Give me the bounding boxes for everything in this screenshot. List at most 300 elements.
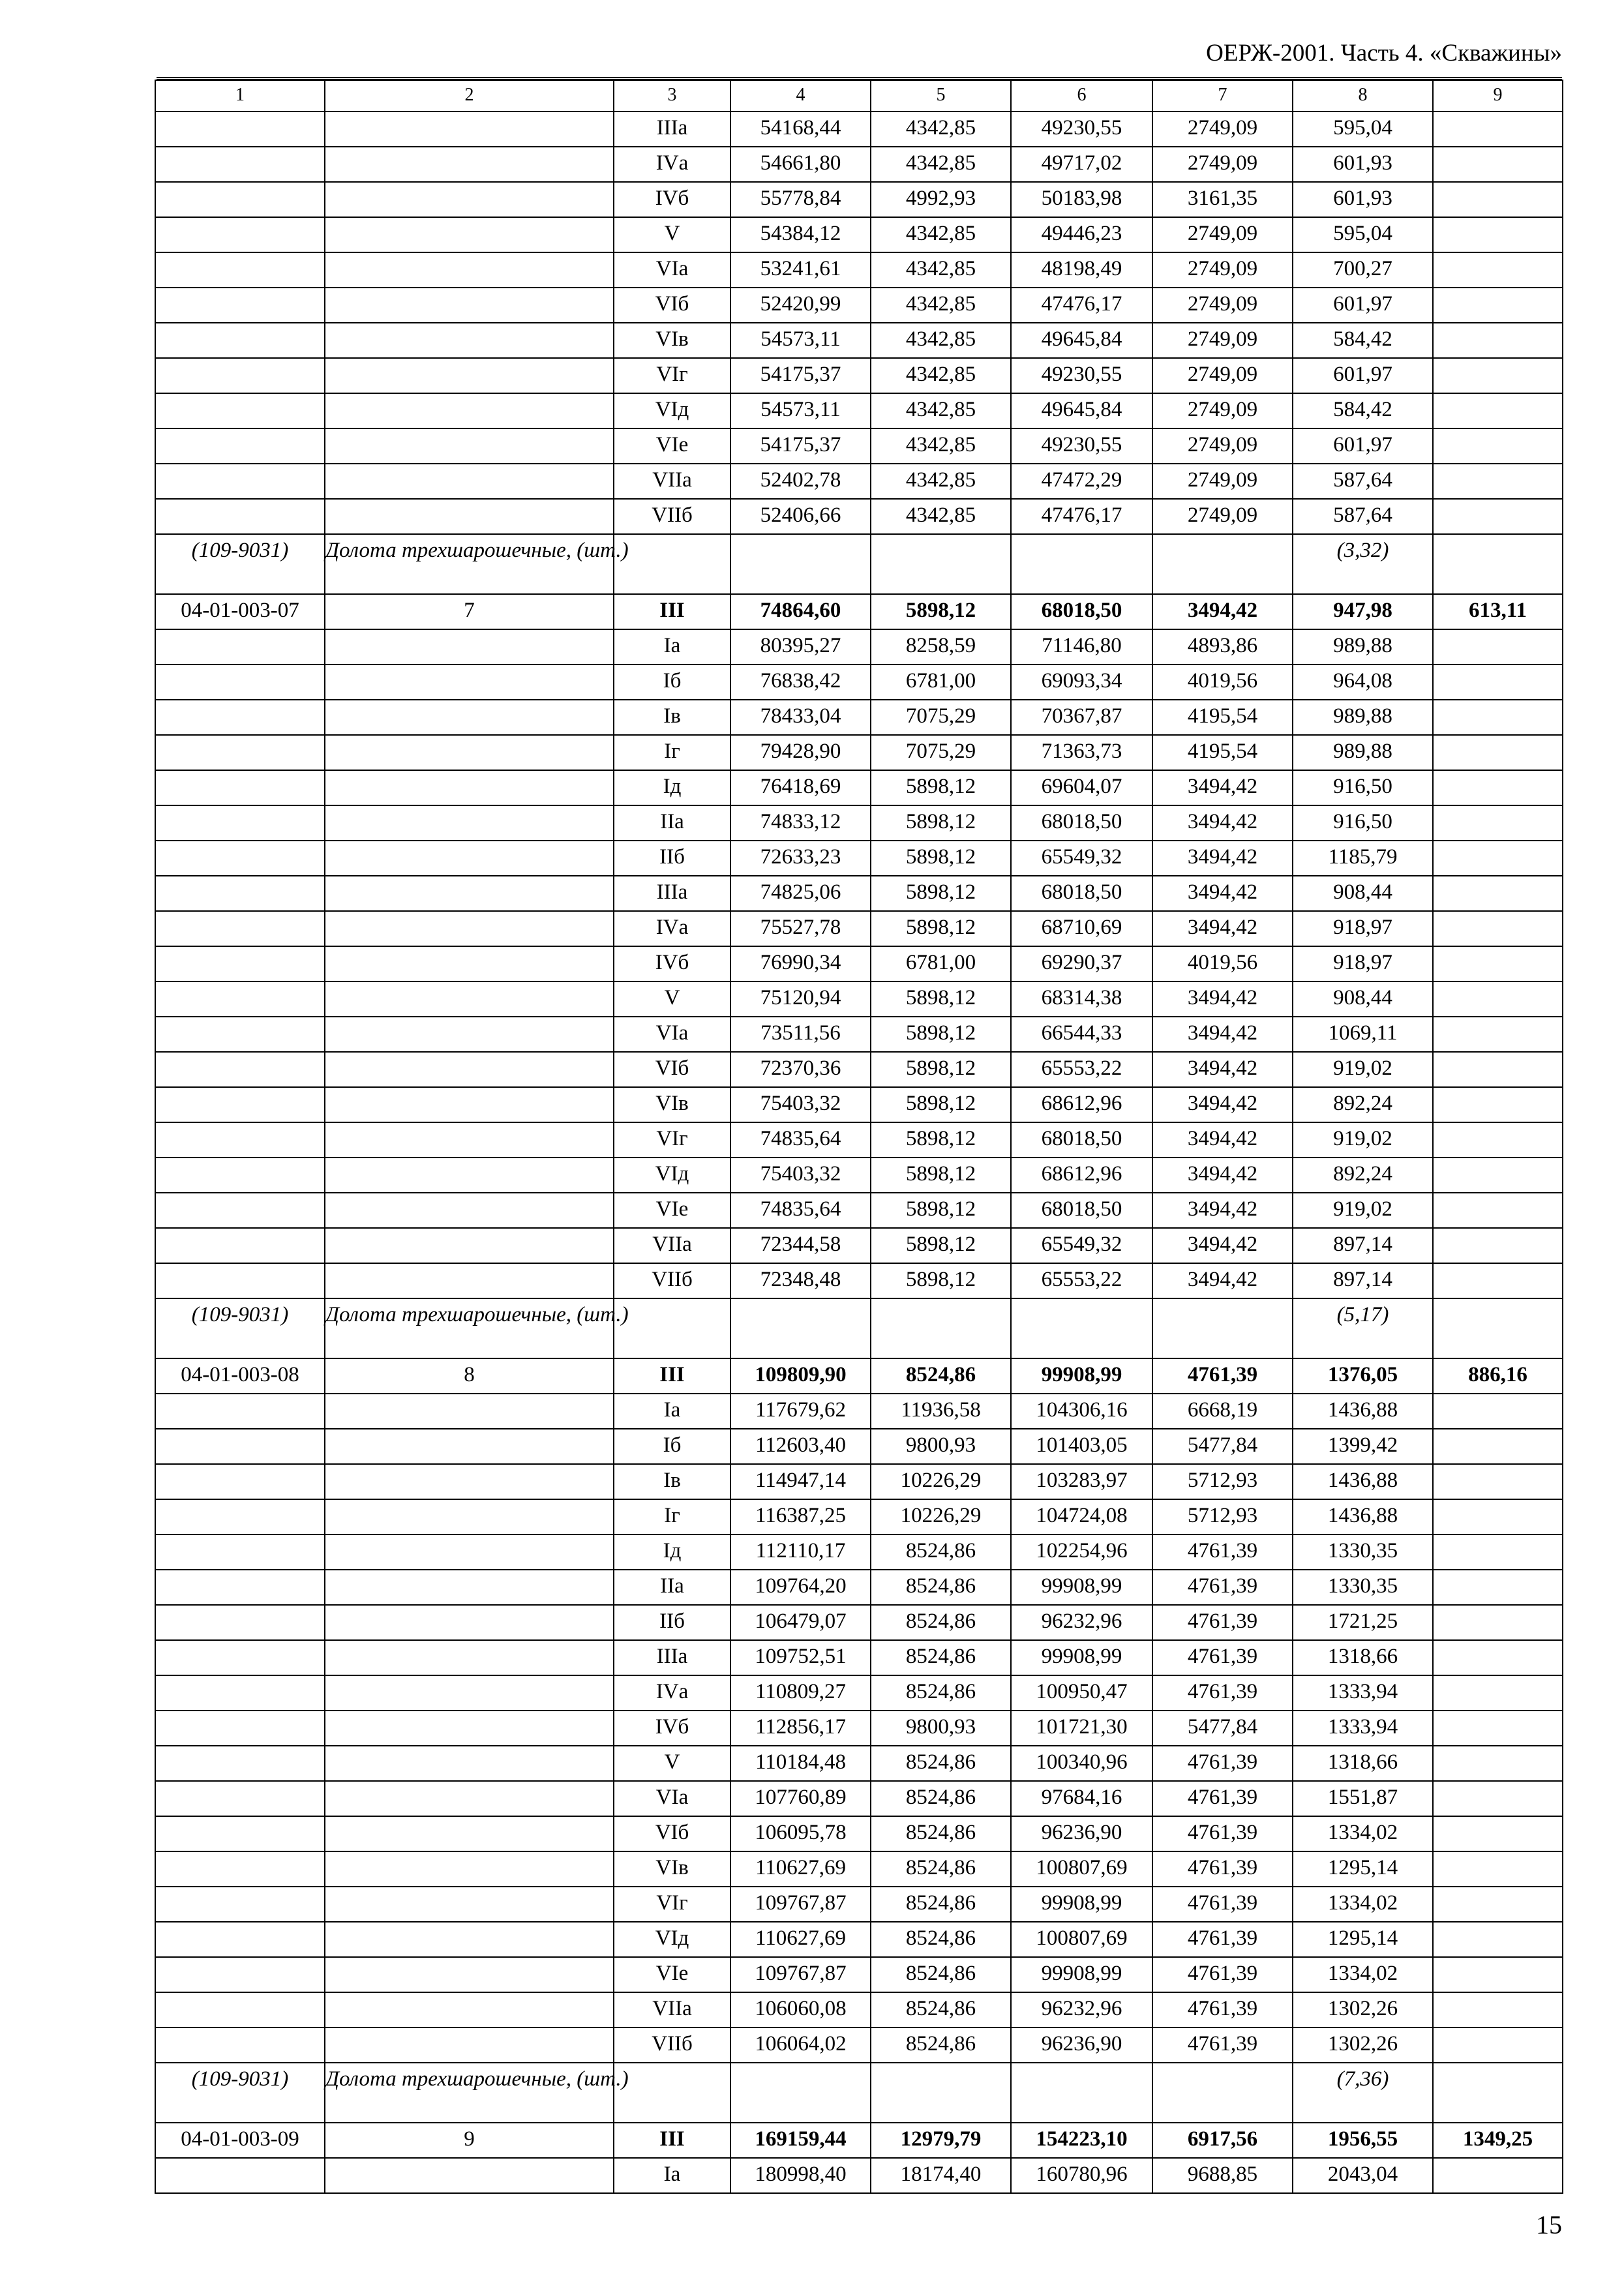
value-cell: 2749,09	[1152, 288, 1293, 323]
value-cell: 99908,99	[1011, 1640, 1152, 1675]
value-cell: 68710,69	[1011, 911, 1152, 946]
value-cell: 47476,17	[1011, 499, 1152, 534]
total-cell	[1433, 841, 1563, 876]
value-cell: 107760,89	[730, 1781, 871, 1816]
region-cell: VIб	[614, 1052, 730, 1087]
table-row	[155, 252, 1563, 288]
total-cell	[1433, 499, 1563, 534]
region-cell: Iд	[614, 1534, 730, 1570]
value-cell: 49645,84	[1011, 323, 1152, 358]
value-cell: 8524,86	[871, 1922, 1011, 1957]
total-cell	[1433, 1887, 1563, 1922]
total-cell	[1433, 1711, 1563, 1746]
table-row	[155, 1922, 1563, 1957]
region-cell: VIг	[614, 1887, 730, 1922]
rate-code-cell	[155, 112, 325, 147]
total-cell	[1433, 1263, 1563, 1298]
total-cell	[1433, 805, 1563, 841]
value-cell: 4761,39	[1152, 1675, 1293, 1711]
value-cell: 49446,23	[1011, 217, 1152, 252]
region-cell: Iг	[614, 735, 730, 770]
value-cell: 160780,96	[1011, 2158, 1152, 2193]
region-cell: VIIа	[614, 1992, 730, 2027]
value-cell: 8524,86	[871, 1675, 1011, 1711]
value-cell: 1436,88	[1293, 1464, 1433, 1499]
value-cell: 1436,88	[1293, 1499, 1433, 1534]
rate-code-cell	[155, 2158, 325, 2193]
rate-name-cell	[325, 1992, 614, 2027]
value-cell: 11936,58	[871, 1394, 1011, 1429]
value-cell: 99908,99	[1011, 1570, 1152, 1605]
value-cell: 100807,69	[1011, 1922, 1152, 1957]
value-cell: 69093,34	[1011, 665, 1152, 700]
value-cell: 54573,11	[730, 323, 871, 358]
value-cell: 96232,96	[1011, 1992, 1152, 2027]
region-cell: V	[614, 217, 730, 252]
value-cell: 3494,42	[1152, 1193, 1293, 1228]
region-cell: Iб	[614, 665, 730, 700]
value-cell: 908,44	[1293, 981, 1433, 1017]
table-row	[155, 323, 1563, 358]
rate-code-cell	[155, 1570, 325, 1605]
rate-name-cell: 9	[325, 2123, 614, 2158]
rate-name-cell	[325, 323, 614, 358]
value-cell: 4761,39	[1152, 1992, 1293, 2027]
value-cell: 7075,29	[871, 700, 1011, 735]
value-cell: 2749,09	[1152, 217, 1293, 252]
value-cell: 3494,42	[1152, 594, 1293, 629]
value-cell: 76418,69	[730, 770, 871, 805]
rate-code-cell	[155, 1781, 325, 1816]
value-cell: 601,93	[1293, 182, 1433, 217]
value-cell: 4893,86	[1152, 629, 1293, 665]
value-cell: 100950,47	[1011, 1675, 1152, 1711]
rate-code-cell	[155, 1534, 325, 1570]
region-cell: IVб	[614, 1711, 730, 1746]
value-cell: 3494,42	[1152, 911, 1293, 946]
total-cell	[1433, 1158, 1563, 1193]
value-cell: 4761,39	[1152, 2027, 1293, 2063]
value-cell: 5898,12	[871, 1087, 1011, 1122]
region-cell: IIб	[614, 1605, 730, 1640]
total-cell	[1433, 735, 1563, 770]
total-cell	[1433, 182, 1563, 217]
rate-name-cell	[325, 1429, 614, 1464]
region-cell: VIв	[614, 1087, 730, 1122]
note-row	[155, 1298, 1563, 1358]
total-cell	[1433, 393, 1563, 428]
total-cell	[1433, 1122, 1563, 1158]
value-cell: 3494,42	[1152, 1228, 1293, 1263]
value-cell: 4019,56	[1152, 946, 1293, 981]
total-cell	[1433, 1675, 1563, 1711]
value-cell: 4342,85	[871, 112, 1011, 147]
table-row	[155, 946, 1563, 981]
total-cell	[1433, 464, 1563, 499]
value-cell: 1334,02	[1293, 1887, 1433, 1922]
value-cell: 4761,39	[1152, 1358, 1293, 1394]
value-cell: 5898,12	[871, 805, 1011, 841]
rate-name-cell	[325, 1570, 614, 1605]
value-cell: 3494,42	[1152, 1052, 1293, 1087]
table-row	[155, 1429, 1563, 1464]
rate-code-cell	[155, 464, 325, 499]
value-cell: 916,50	[1293, 805, 1433, 841]
rate-name-cell	[325, 629, 614, 665]
value-cell: 10226,29	[871, 1499, 1011, 1534]
table-row	[155, 594, 1563, 629]
value-cell: 104306,16	[1011, 1394, 1152, 1429]
region-cell: VIе	[614, 1957, 730, 1992]
total-cell	[1433, 1640, 1563, 1675]
total-cell	[1433, 217, 1563, 252]
table-row	[155, 1087, 1563, 1122]
total-cell	[1433, 1922, 1563, 1957]
rate-code-cell	[155, 323, 325, 358]
total-cell: 886,16	[1433, 1358, 1563, 1394]
value-cell: 54175,37	[730, 428, 871, 464]
value-cell: 584,42	[1293, 393, 1433, 428]
table-row	[155, 700, 1563, 735]
total-cell	[1433, 981, 1563, 1017]
value-cell: 65553,22	[1011, 1052, 1152, 1087]
column-number: 4	[730, 80, 871, 112]
rate-name-cell	[325, 1228, 614, 1263]
value-cell: 71363,73	[1011, 735, 1152, 770]
value-cell: 4992,93	[871, 182, 1011, 217]
rate-name-cell	[325, 252, 614, 288]
value-cell: 989,88	[1293, 700, 1433, 735]
rate-name-cell	[325, 464, 614, 499]
value-cell: 114947,14	[730, 1464, 871, 1499]
value-cell: 6781,00	[871, 665, 1011, 700]
page-header	[157, 38, 1562, 80]
rate-name-cell	[325, 1781, 614, 1816]
rate-code-cell	[155, 841, 325, 876]
value-cell: 54573,11	[730, 393, 871, 428]
rate-code-cell	[155, 217, 325, 252]
value-cell: 4342,85	[871, 358, 1011, 393]
rate-name-cell	[325, 1746, 614, 1781]
table-row	[155, 1570, 1563, 1605]
rate-code-cell	[155, 911, 325, 946]
rate-code-cell	[155, 288, 325, 323]
region-cell: III	[614, 1358, 730, 1394]
rate-code-cell	[155, 1499, 325, 1534]
resource-quantity: (5,17)	[1293, 1298, 1433, 1358]
value-cell: 49230,55	[1011, 428, 1152, 464]
rate-code-cell	[155, 252, 325, 288]
rate-code-cell	[155, 1746, 325, 1781]
rate-name-cell	[325, 1534, 614, 1570]
region-cell: V	[614, 981, 730, 1017]
table-row	[155, 1193, 1563, 1228]
value-cell: 116387,25	[730, 1499, 871, 1534]
value-cell: 74835,64	[730, 1122, 871, 1158]
rate-name-cell	[325, 1640, 614, 1675]
table-row	[155, 112, 1563, 147]
total-cell	[1433, 1992, 1563, 2027]
value-cell: 101403,05	[1011, 1429, 1152, 1464]
value-cell: 66544,33	[1011, 1017, 1152, 1052]
resource-code: (109-9031)	[155, 1298, 325, 1358]
table-row	[155, 1052, 1563, 1087]
rate-name-cell	[325, 700, 614, 735]
value-cell: 8524,86	[871, 1992, 1011, 2027]
rate-code-cell	[155, 700, 325, 735]
value-cell: 919,02	[1293, 1193, 1433, 1228]
value-cell: 75403,32	[730, 1158, 871, 1193]
rate-name-cell	[325, 770, 614, 805]
value-cell: 8524,86	[871, 1570, 1011, 1605]
column-number: 7	[1152, 80, 1293, 112]
value-cell: 3494,42	[1152, 841, 1293, 876]
rate-code-cell	[155, 1992, 325, 2027]
value-cell: 897,14	[1293, 1228, 1433, 1263]
rate-name-cell	[325, 1122, 614, 1158]
value-cell: 18174,40	[871, 2158, 1011, 2193]
table-row	[155, 2158, 1563, 2193]
value-cell: 72348,48	[730, 1263, 871, 1298]
column-number: 2	[325, 80, 614, 112]
value-cell: 2749,09	[1152, 147, 1293, 182]
table-row	[155, 1992, 1563, 2027]
rate-code-cell	[155, 770, 325, 805]
total-cell	[1433, 1464, 1563, 1499]
total-cell	[1433, 1087, 1563, 1122]
value-cell: 4342,85	[871, 288, 1011, 323]
region-cell: Iа	[614, 1394, 730, 1429]
value-cell: 68018,50	[1011, 1193, 1152, 1228]
region-cell: VIе	[614, 1193, 730, 1228]
total-cell	[1433, 534, 1563, 594]
rate-code-cell	[155, 629, 325, 665]
value-cell: 5898,12	[871, 1193, 1011, 1228]
rate-name-cell	[325, 499, 614, 534]
value-cell: 79428,90	[730, 735, 871, 770]
value-cell: 12979,79	[871, 2123, 1011, 2158]
table-row	[155, 1263, 1563, 1298]
value-cell: 8524,86	[871, 1358, 1011, 1394]
value-cell: 109764,20	[730, 1570, 871, 1605]
total-cell	[1433, 1746, 1563, 1781]
value-cell: 78433,04	[730, 700, 871, 735]
value-cell: 5898,12	[871, 1052, 1011, 1087]
total-cell	[1433, 629, 1563, 665]
value-cell: 54661,80	[730, 147, 871, 182]
value-cell: 96236,90	[1011, 1816, 1152, 1851]
table-row	[155, 393, 1563, 428]
value-cell: 4761,39	[1152, 1851, 1293, 1887]
value-cell: 109767,87	[730, 1887, 871, 1922]
total-cell	[1433, 1605, 1563, 1640]
value-cell: 919,02	[1293, 1122, 1433, 1158]
table-row	[155, 464, 1563, 499]
value-cell: 916,50	[1293, 770, 1433, 805]
rate-code-cell	[155, 1887, 325, 1922]
total-cell	[1433, 946, 1563, 981]
value-cell: 74864,60	[730, 594, 871, 629]
total-cell	[1433, 252, 1563, 288]
region-cell: IVа	[614, 911, 730, 946]
rate-name-cell	[325, 428, 614, 464]
rate-name-cell	[325, 1394, 614, 1429]
total-cell	[1433, 1298, 1563, 1358]
value-cell: 2749,09	[1152, 112, 1293, 147]
rate-name-cell	[325, 182, 614, 217]
value-cell: 52406,66	[730, 499, 871, 534]
empty-cell	[1152, 1298, 1293, 1358]
region-cell: IIIа	[614, 876, 730, 911]
value-cell: 4761,39	[1152, 1781, 1293, 1816]
value-cell: 4761,39	[1152, 1640, 1293, 1675]
value-cell: 3494,42	[1152, 876, 1293, 911]
value-cell: 52402,78	[730, 464, 871, 499]
rate-name-cell	[325, 1263, 614, 1298]
rate-code-cell	[155, 1851, 325, 1887]
column-number: 1	[155, 80, 325, 112]
region-cell: VIа	[614, 1017, 730, 1052]
table-row	[155, 1358, 1563, 1394]
table-row	[155, 1605, 1563, 1640]
value-cell: 65549,32	[1011, 841, 1152, 876]
page-number: 15	[1536, 2210, 1562, 2239]
rate-code-cell	[155, 981, 325, 1017]
region-cell: VIе	[614, 428, 730, 464]
table-row	[155, 182, 1563, 217]
value-cell: 2749,09	[1152, 464, 1293, 499]
region-cell: IIа	[614, 1570, 730, 1605]
table-row	[155, 1017, 1563, 1052]
value-cell: 4342,85	[871, 499, 1011, 534]
rate-name-cell	[325, 393, 614, 428]
rate-code-cell	[155, 1122, 325, 1158]
value-cell: 10226,29	[871, 1464, 1011, 1499]
value-cell: 8524,86	[871, 1605, 1011, 1640]
total-cell	[1433, 1534, 1563, 1570]
rate-name-cell	[325, 217, 614, 252]
value-cell: 4761,39	[1152, 1605, 1293, 1640]
rate-code-cell	[155, 1605, 325, 1640]
value-cell: 112603,40	[730, 1429, 871, 1464]
value-cell: 117679,62	[730, 1394, 871, 1429]
value-cell: 595,04	[1293, 112, 1433, 147]
value-cell: 72633,23	[730, 841, 871, 876]
value-cell: 100807,69	[1011, 1851, 1152, 1887]
value-cell: 106060,08	[730, 1992, 871, 2027]
region-cell: VIIа	[614, 1228, 730, 1263]
value-cell: 65553,22	[1011, 1263, 1152, 1298]
value-cell: 2749,09	[1152, 323, 1293, 358]
total-cell	[1433, 2063, 1563, 2123]
value-cell: 48198,49	[1011, 252, 1152, 288]
value-cell: 3494,42	[1152, 1087, 1293, 1122]
value-cell: 5898,12	[871, 876, 1011, 911]
region-cell: VIа	[614, 252, 730, 288]
resource-name: Долота трехшарошечные, (шт.)	[325, 1298, 614, 1358]
value-cell: 1333,94	[1293, 1711, 1433, 1746]
value-cell: 72370,36	[730, 1052, 871, 1087]
rate-code-cell	[155, 182, 325, 217]
value-cell: 8524,86	[871, 1746, 1011, 1781]
value-cell: 47476,17	[1011, 288, 1152, 323]
value-cell: 112110,17	[730, 1534, 871, 1570]
value-cell: 4342,85	[871, 323, 1011, 358]
rate-code-cell	[155, 1675, 325, 1711]
empty-cell	[1152, 534, 1293, 594]
value-cell: 6668,19	[1152, 1394, 1293, 1429]
value-cell: 8524,86	[871, 1781, 1011, 1816]
rate-code-cell	[155, 1228, 325, 1263]
value-cell: 53241,61	[730, 252, 871, 288]
total-cell	[1433, 112, 1563, 147]
table-row	[155, 358, 1563, 393]
region-cell: VIв	[614, 1851, 730, 1887]
rate-name-cell	[325, 358, 614, 393]
table-row	[155, 770, 1563, 805]
value-cell: 1330,35	[1293, 1534, 1433, 1570]
value-cell: 3494,42	[1152, 1017, 1293, 1052]
empty-cell	[1011, 2063, 1152, 2123]
value-cell: 49230,55	[1011, 112, 1152, 147]
total-cell	[1433, 700, 1563, 735]
rate-code-cell	[155, 147, 325, 182]
table-row	[155, 735, 1563, 770]
value-cell: 49645,84	[1011, 393, 1152, 428]
value-cell: 69290,37	[1011, 946, 1152, 981]
value-cell: 70367,87	[1011, 700, 1152, 735]
rate-code-cell	[155, 876, 325, 911]
empty-cell	[1152, 2063, 1293, 2123]
rate-code-cell	[155, 1017, 325, 1052]
column-number-row	[155, 80, 1563, 112]
rate-name-cell	[325, 1193, 614, 1228]
rate-code-cell	[155, 665, 325, 700]
value-cell: 5898,12	[871, 1228, 1011, 1263]
region-cell: Iг	[614, 1499, 730, 1534]
region-cell: VIIб	[614, 499, 730, 534]
value-cell: 918,97	[1293, 946, 1433, 981]
value-cell: 180998,40	[730, 2158, 871, 2193]
table-row	[155, 1851, 1563, 1887]
table-row	[155, 499, 1563, 534]
value-cell: 4342,85	[871, 252, 1011, 288]
total-cell	[1433, 2158, 1563, 2193]
value-cell: 4195,54	[1152, 700, 1293, 735]
rate-name-cell	[325, 981, 614, 1017]
value-cell: 892,24	[1293, 1087, 1433, 1122]
total-cell	[1433, 1499, 1563, 1534]
value-cell: 68612,96	[1011, 1158, 1152, 1193]
value-cell: 68612,96	[1011, 1087, 1152, 1122]
rate-name-cell	[325, 112, 614, 147]
empty-cell	[730, 1298, 871, 1358]
value-cell: 4761,39	[1152, 1746, 1293, 1781]
table-row	[155, 1158, 1563, 1193]
value-cell: 99908,99	[1011, 1887, 1152, 1922]
value-cell: 4342,85	[871, 217, 1011, 252]
value-cell: 6781,00	[871, 946, 1011, 981]
rate-name-cell: 8	[325, 1358, 614, 1394]
value-cell: 3494,42	[1152, 981, 1293, 1017]
rate-code-cell	[155, 2027, 325, 2063]
rate-code-cell	[155, 1193, 325, 1228]
value-cell: 52420,99	[730, 288, 871, 323]
resource-name: Долота трехшарошечные, (шт.)	[325, 534, 614, 594]
table-row	[155, 2123, 1563, 2158]
table-row	[155, 841, 1563, 876]
resource-code: (109-9031)	[155, 534, 325, 594]
